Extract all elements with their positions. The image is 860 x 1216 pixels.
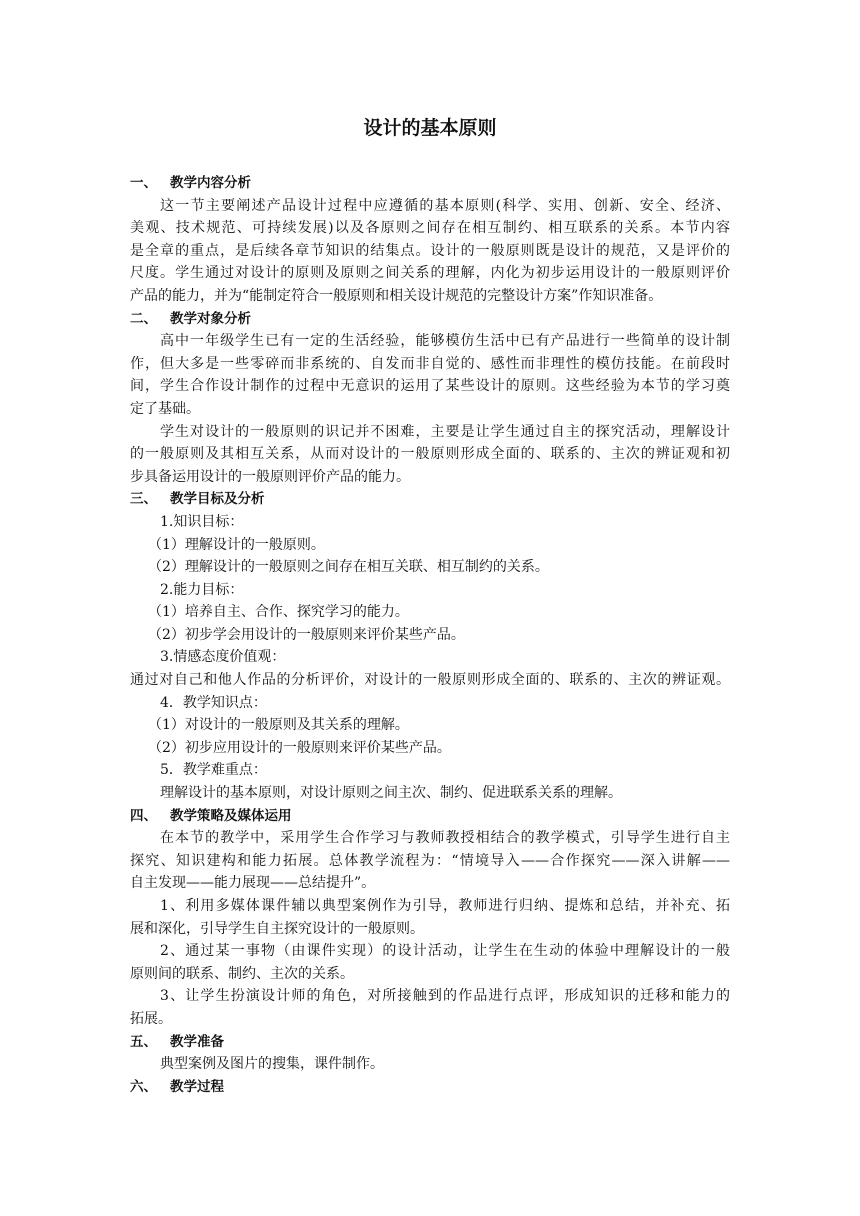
section-number: 二、 (130, 310, 157, 327)
text-line: 拓展。 (130, 1010, 172, 1027)
section-heading (130, 805, 730, 828)
text-line: 尺度。学生通过对设计的原则及原则之间关系的理解，内化为初步运用设计的一般原则评价 (130, 265, 730, 282)
section-number: 六、 (130, 1078, 157, 1095)
text-line: 学生对设计的一般原则的识记并不困难，主要是让学生通过自主的探究活动，理解设计 (160, 423, 730, 440)
section-heading-text: 教学准备 (170, 1033, 224, 1050)
text-line: 1.知识目标： (160, 513, 244, 530)
text-line: 4．教学知识点： (160, 694, 267, 711)
text-line: 典型案例及图片的搜集，课件制作。 (160, 1056, 384, 1073)
text-line: 的一般原则及其相互关系，从而对设计的一般原则形成全面的、联系的、主次的辨证观和初 (130, 446, 730, 463)
text-line: （1）培养自主、合作、探究学习的能力。 (148, 604, 409, 621)
section-number: 一、 (130, 175, 157, 191)
section-heading-text: 教学目标及分析 (170, 491, 265, 508)
section-heading-text: 教学内容分析 (170, 175, 251, 191)
text-line: 展和深化，引导学生自主探究设计的一般原则。 (130, 920, 424, 937)
text-line: 自主发现——能力展现——总结提升”。 (130, 875, 376, 892)
text-line: 探究、知识建构和能力拓展。总体教学流程为：“情境导入——合作探究——深入讲解—— (130, 852, 730, 869)
section-heading-text: 教学过程 (170, 1078, 224, 1095)
text-line: 3.情感态度价值观： (160, 649, 286, 666)
section-heading (130, 308, 730, 331)
text-line: 是全章的重点，是后续各章节知识的结集点。设计的一般原则既是设计的规范，又是评价的 (130, 242, 730, 259)
text-line: 高中一年级学生已有一定的生活经验，能够模仿生活中已有产品进行一些简单的设计制 (160, 333, 730, 350)
text-line: 2.能力目标： (160, 581, 244, 598)
section-number: 四、 (130, 807, 157, 824)
text-line: 这一节主要阐述产品设计过程中应遵循的基本原则(科学、实用、创新、安全、经济、 (160, 197, 730, 214)
section-heading-text: 教学策略及媒体运用 (170, 807, 292, 824)
text-line: 步具备运用设计的一般原则评价产品的能力。 (130, 468, 410, 485)
text-line: 理解设计的基本原则，对设计原则之间主次、制约、促进联系关系的理解。 (160, 785, 622, 802)
text-line: （2）初步学会用设计的一般原则来评价某些产品。 (148, 626, 465, 643)
text-line: 间，学生合作设计制作的过程中无意识的运用了某些设计的原则。这些经验为本节的学习奠 (130, 378, 730, 395)
text-line: （1）理解设计的一般原则。 (148, 536, 325, 553)
section-number: 五、 (130, 1033, 157, 1050)
page-title: 设计的基本原则 (363, 117, 497, 139)
text-line: 在本节的教学中，采用学生合作学习与教师教授相结合的教学模式，引导学生进行自主 (160, 830, 730, 847)
section-heading (130, 488, 730, 511)
text-line: 定了基础。 (130, 400, 200, 417)
text-line: （1）对设计的一般原则及其关系的理解。 (148, 717, 409, 734)
text-line: （2）理解设计的一般原则之间存在相互关联、相互制约的关系。 (148, 559, 549, 576)
text-line: 作，但大多是一些零碎而非系统的、自发而非自觉的、感性而非理性的模仿技能。在前段时 (130, 355, 730, 372)
text-line: 美观、技术规范、可持续发展)以及各原则之间存在相互制约、相互联系的关系。本节内容 (130, 220, 730, 237)
text-line: 5．教学难重点： (160, 762, 267, 779)
text-line: 产品的能力，并为“能制定符合一般原则和相关设计规范的完整设计方案”作知识准备。 (130, 287, 663, 304)
text-line: 3、让学生扮演设计师的角色，对所接触到的作品进行点评，形成知识的迁移和能力的 (160, 988, 730, 1005)
section-heading (130, 1076, 730, 1099)
section-heading (130, 1031, 730, 1054)
text-line: （2）初步应用设计的一般原则来评价某些产品。 (148, 739, 451, 756)
section-heading-text: 教学对象分析 (170, 310, 251, 327)
text-line: 通过对自己和他人作品的分析评价，对设计的一般原则形成全面的、联系的、主次的辨证观。 (130, 672, 730, 689)
text-line: 1、利用多媒体课件辅以典型案例作为引导，教师进行归纳、提炼和总结，并补充、拓 (160, 898, 730, 914)
section-heading (130, 172, 730, 195)
text-line: 2、通过某一事物（由课件实现）的设计活动，让学生在生动的体验中理解设计的一般 (160, 943, 730, 960)
section-number: 三、 (130, 491, 157, 508)
text-line: 原则间的联系、制约、主次的关系。 (130, 965, 354, 982)
document-body (130, 172, 730, 1098)
